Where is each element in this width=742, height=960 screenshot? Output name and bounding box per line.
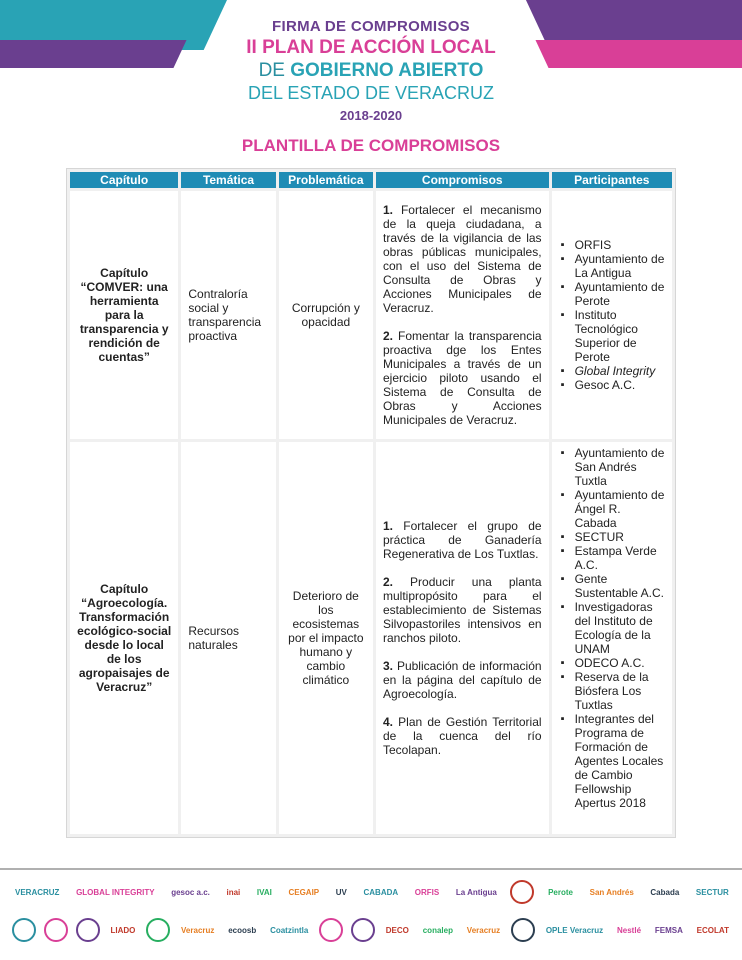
compromisos-cell [376, 191, 549, 439]
list-item: ▪ Investigadoras del Instituto de Ecología de la UNAM [575, 600, 665, 656]
sponsor-logo: Perote [548, 887, 573, 897]
sponsor-logo: GLOBAL INTEGRITY [76, 887, 155, 897]
header-line-1: FIRMA DE COMPROMISOS [272, 18, 470, 35]
table-header-row [70, 172, 672, 188]
sponsor-logo: OPLE Veracruz [545, 925, 604, 935]
tematica-cell: Contraloría social y transparencia proactiva [181, 191, 275, 439]
sponsor-logo [146, 918, 170, 942]
document-header [0, 18, 742, 123]
participantes-cell [552, 442, 672, 834]
sponsor-logo: LIADO [110, 925, 136, 935]
logo-row-1 [12, 878, 732, 906]
list-item: ▪ Gente Sustentable A.C. [575, 572, 665, 600]
participantes-cell [552, 191, 672, 439]
sponsor-logo: IVAI [256, 887, 272, 897]
list-item: ▪ ODECO A.C. [575, 656, 665, 670]
list-item: ▪ Ayuntamiento de Ángel R. Cabada [575, 488, 665, 530]
page-title: PLANTILLA DE COMPROMISOS [241, 136, 501, 155]
sponsor-logo: Cabada [650, 887, 680, 897]
sponsor-logo: VERACRUZ [15, 887, 60, 897]
sponsor-logo: UV [335, 887, 347, 897]
compromisos-cell [376, 442, 549, 834]
table-row [70, 442, 672, 834]
sponsor-logo: conalep [422, 925, 453, 935]
list-item: ▪ Reserva de la Biósfera Los Tuxtlas [575, 670, 665, 712]
participantes-list [559, 446, 665, 810]
participantes-list [559, 238, 665, 392]
sponsor-logo [511, 918, 535, 942]
sponsor-logo: DECO [385, 925, 409, 935]
compromiso-item: 2. Producir una planta multipropósito para el establecimiento de Sistemas Silvopastoriles intensivos en ranchos piloto. [382, 575, 542, 645]
sponsor-logo: La Antigua [455, 887, 497, 897]
sponsor-logo: gesoc a.c. [171, 887, 210, 897]
sponsor-logo: CABADA [363, 887, 399, 897]
col-header-tematica: Temática [181, 172, 275, 188]
list-item: ▪ Ayuntamiento de La Antigua [575, 252, 665, 280]
header-line-2: II PLAN DE ACCIÓN LOCAL [246, 37, 496, 58]
list-item: ▪ Estampa Verde A.C. [575, 544, 665, 572]
capitulo-cell: Capítulo “COMVER: una herramienta para la transparencia y rendición de cuentas” [70, 191, 178, 439]
compromiso-item: 3. Publicación de información en la página del capítulo de Agroecología. [382, 659, 542, 701]
col-header-capitulo: Capítulo [70, 172, 178, 188]
sponsor-logo [351, 918, 375, 942]
logo-row-2 [12, 916, 732, 944]
sponsor-logo: ORFIS [414, 887, 440, 897]
sponsor-logo: Veracruz [466, 925, 501, 935]
list-item: ▪ Integrantes del Programa de Formación de Agentes Locales de Cambio Fellowship Apertus 2018 [575, 712, 665, 810]
sponsor-logo [510, 880, 534, 904]
sponsor-logo [76, 918, 100, 942]
capitulo-cell: Capítulo “Agroecología. Transformación ecológico-social desde lo local de los agropaisajes de Veracruz” [70, 442, 178, 834]
sponsor-logos [12, 878, 732, 954]
sponsor-logo: Veracruz [181, 925, 215, 935]
sponsor-logo: ECOLAT [696, 925, 729, 935]
commitments-table [66, 168, 676, 838]
compromiso-item: 1. Fortalecer el mecanismo de la queja ciudadana, a través de la vigilancia de las obras públicas municipales, con el uso del Sistema de Consulta de Obras y Acciones Municipales de Veracruz. [382, 203, 542, 315]
sponsor-logo [44, 918, 68, 942]
sponsor-logo: Nestlé [617, 925, 642, 935]
header-years: 2018-2020 [339, 108, 403, 123]
col-header-compromisos: Compromisos [376, 172, 549, 188]
list-item: ▪ Ayuntamiento de Perote [575, 280, 665, 308]
compromiso-item: 2. Fomentar la transparencia proactiva dge los Entes Municipales a través de un ejercicio piloto usando el Sistema de Consulta de Obras y Acciones Municipales de Veracruz. [382, 329, 542, 427]
tematica-cell: Recursos naturales [181, 442, 275, 834]
header-line-3: DE GOBIERNO ABIERTO [258, 60, 484, 81]
list-item: ▪ Ayuntamiento de San Andrés Tuxtla [575, 446, 665, 488]
footer-divider [0, 868, 742, 870]
compromiso-item: 1. Fortalecer el grupo de práctica de Ganadería Regenerativa de Los Tuxtlas. [382, 519, 542, 561]
sponsor-logo [12, 918, 36, 942]
sponsor-logo: CEGAIP [288, 887, 320, 897]
table-row [70, 191, 672, 439]
list-item: ▪ ORFIS [575, 238, 665, 252]
col-header-participantes: Participantes [552, 172, 672, 188]
col-header-problematica: Problemática [279, 172, 373, 188]
sponsor-logo: SECTUR [695, 887, 729, 897]
sponsor-logo: San Andrés [589, 887, 634, 897]
sponsor-logo: FEMSA [654, 925, 683, 935]
problematica-cell: Corrupción y opacidad [279, 191, 373, 439]
sponsor-logo: ecoosb [228, 925, 257, 935]
header-line-4: DEL ESTADO DE VERACRUZ [247, 83, 495, 103]
problematica-cell: Deterioro de los ecosistemas por el impacto humano y cambio climático [279, 442, 373, 834]
sponsor-logo: inai [226, 887, 241, 897]
list-item: ▪ SECTUR [575, 530, 665, 544]
sponsor-logo: Coatzintla [270, 925, 309, 935]
sponsor-logo [319, 918, 343, 942]
list-item: ▪ Global Integrity [575, 364, 665, 378]
compromiso-item: 4. Plan de Gestión Territorial de la cuenca del río Tecolapan. [382, 715, 542, 757]
list-item: ▪ Instituto Tecnológico Superior de Perote [575, 308, 665, 364]
list-item: ▪ Gesoc A.C. [575, 378, 665, 392]
